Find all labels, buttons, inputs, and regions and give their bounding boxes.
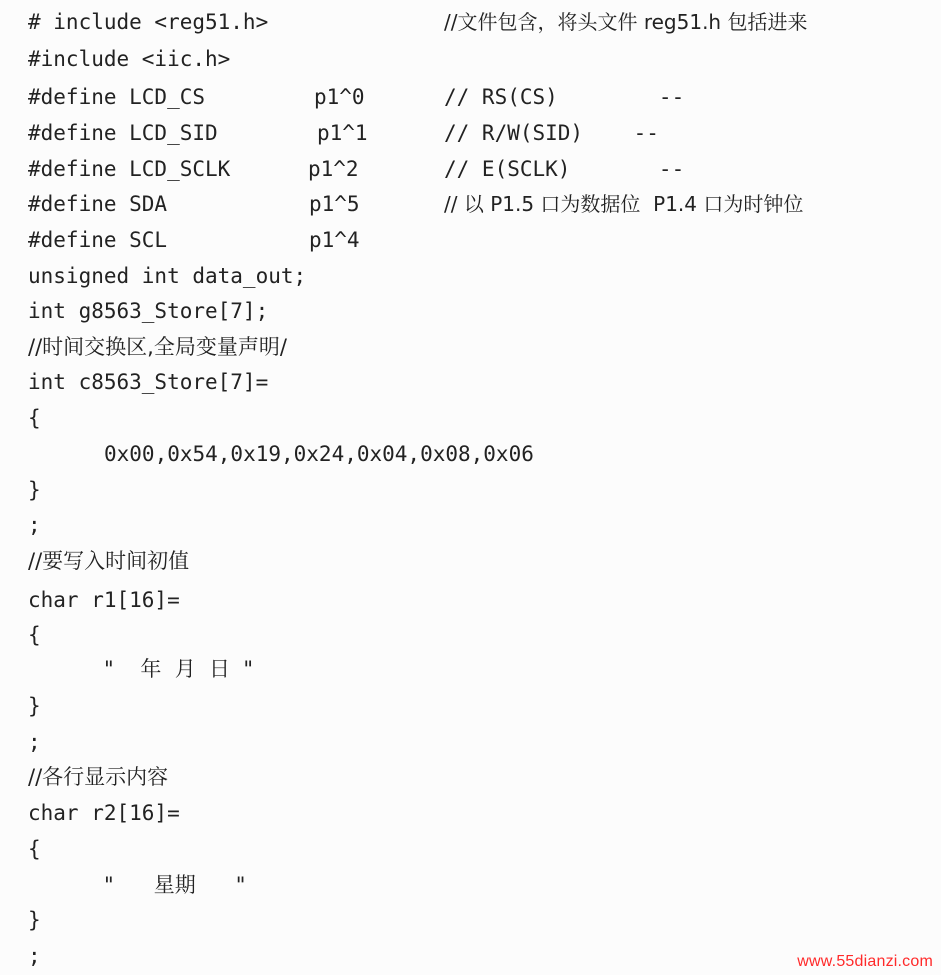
comment-rw-sid: // R/W(SID) -- (444, 121, 659, 145)
comment-e-sclk: // E(SCLK) -- (444, 157, 685, 181)
code-line-open-brace-2: { (28, 623, 41, 647)
code-line-open-brace-1: { (28, 406, 41, 430)
code-line-define-lcd-sclk: #define LCD_SCLK (28, 157, 231, 181)
code-line-comment-time-buffer: //时间交换区,全局变量声明/ (28, 335, 287, 359)
code-line-initial-values: 0x00,0x54,0x19,0x24,0x04,0x08,0x06 (104, 442, 534, 466)
comment-rs-cs: // RS(CS) -- (444, 85, 685, 109)
code-line-define-sda: #define SDA (28, 192, 168, 216)
code-line-semicolon-3: ; (28, 944, 41, 968)
code-line-close-brace-2: } (28, 694, 41, 718)
code-line-semicolon-1: ; (28, 513, 41, 537)
code-line-r1-string: " 年 月 日 " (104, 657, 254, 681)
code-line-define-lcd-sid: #define LCD_SID (28, 121, 218, 145)
code-line-comment-initial-time: //要写入时间初值 (28, 549, 190, 573)
code-line-close-brace-3: } (28, 908, 41, 932)
comment-include-header: //文件包含，将头文件 reg51.h 包括进来 (444, 10, 808, 34)
comment-data-clock-pins: // 以 P1.5 口为数据位 P1.4 口为时钟位 (444, 192, 804, 216)
code-line-g8563-store: int g8563_Store[7]; (28, 299, 269, 323)
pin-scl: p1^4 (309, 228, 360, 252)
code-line-open-brace-3: { (28, 837, 41, 861)
pin-sda: p1^5 (309, 192, 360, 216)
code-line-char-r2: char r2[16]= (28, 801, 180, 825)
code-line-char-r1: char r1[16]= (28, 588, 180, 612)
code-line-define-scl: #define SCL (28, 228, 168, 252)
code-line-define-lcd-cs: #define LCD_CS (28, 85, 206, 109)
code-line-comment-row-content: //各行显示内容 (28, 765, 169, 789)
code-line-c8563-store: int c8563_Store[7]= (28, 370, 269, 394)
code-line-include-iic: #include <iic.h> (28, 47, 231, 71)
watermark-text: www.55dianzi.com (797, 953, 933, 970)
code-line-include-reg51: # include <reg51.h> (28, 10, 269, 34)
pin-lcd-sclk: p1^2 (308, 157, 359, 181)
pin-lcd-cs: p1^0 (314, 85, 365, 109)
code-line-close-brace-1: } (28, 478, 41, 502)
code-line-r2-string: " 星期 " (104, 873, 246, 897)
code-line-semicolon-2: ; (28, 730, 41, 754)
code-line-data-out: unsigned int data_out; (28, 264, 307, 288)
pin-lcd-sid: p1^1 (317, 121, 368, 145)
